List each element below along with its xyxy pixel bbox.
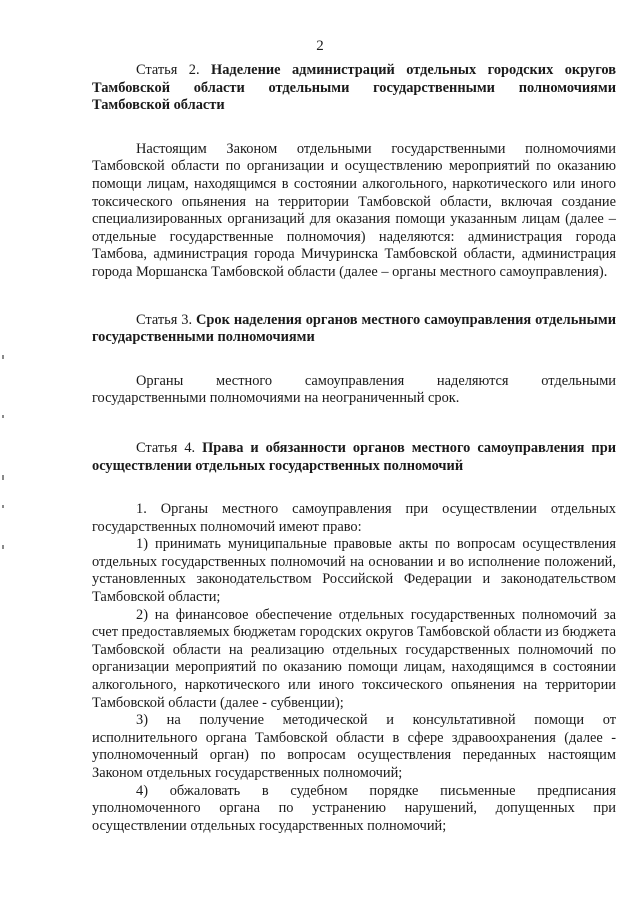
article-4-item-4: 4) обжаловать в судебном порядке письменные предписания уполномоченного органа по устранению нарушений, допущенных при осуществлении отдельных государственных полномочий; <box>92 782 616 834</box>
article-2-text: Настоящим Законом отдельными государственными полномочиями Тамбовской области по организации и осуществлению мероприятий по оказанию помощи лицам, находящимся в состоянии алкогольного, наркотического или иного токсического опьянения на территории Тамбовской области, включая создание специализированных организаций для оказания помощи указанным лицам (далее – отдельные государственные полномочия) наделяются: администрация города Тамбова, администрация города Мичуринска Тамбовской области, администрация города Моршанска Тамбовской области (далее – органы местного самоуправления). <box>92 140 616 280</box>
article-4-item-1: 1) принимать муниципальные правовые акты по вопросам осуществления отдельных государственных полномочий на основании и во исполнение положений, установленных законодательством Российской Федерации и законодательством Тамбовской области; <box>92 536 616 606</box>
article-4-number: Статья 4. <box>136 439 196 456</box>
document-body <box>92 62 616 835</box>
article-2-title: Наделение администраций отдельных городских округов Тамбовской области отдельными государственными полномочиями Тамбовской области <box>92 62 616 114</box>
page-number: 2 <box>316 38 324 54</box>
article-4-heading <box>92 440 616 475</box>
article-4-item-3: 3) на получение методической и консультативной помощи от исполнительного органа Тамбовской области в сфере здравоохранения (далее - уполномоченный орган) по вопросам осуществления переданных настоящим Законом отдельных государственных полномочий; <box>92 712 616 781</box>
article-4-paragraph-1: 1. Органы местного самоуправления при осуществлении отдельных государственных полномочий имеют право: <box>92 501 616 535</box>
scan-margin-marks <box>2 355 5 555</box>
article-4-title: Права и обязанности органов местного самоуправления при осуществлении отдельных государственных полномочий <box>92 439 616 474</box>
article-4-item-2: 2) на финансовое обеспечение отдельных государственных полномочий за счет предоставляемых бюджетам городских округов Тамбовской области из бюджета Тамбовской области на реализацию отдельных государственных полномочий по организации мероприятий по оказанию помощи лицам, находящимся в состоянии алкогольного, наркотического или иного токсического опьянения на территории Тамбовской области (далее - субвенции); <box>92 606 616 711</box>
article-2-number: Статья 2. <box>136 62 200 78</box>
article-3-number: Статья 3. <box>136 311 193 328</box>
article-3-title: Срок наделения органов местного самоуправления отдельными государственными полномочиями <box>92 311 616 346</box>
article-3-heading <box>92 312 616 347</box>
article-2-heading <box>92 62 616 115</box>
article-3-text: Органы местного самоуправления наделяются отдельными государственными полномочиями на неограниченный срок. <box>92 372 616 407</box>
